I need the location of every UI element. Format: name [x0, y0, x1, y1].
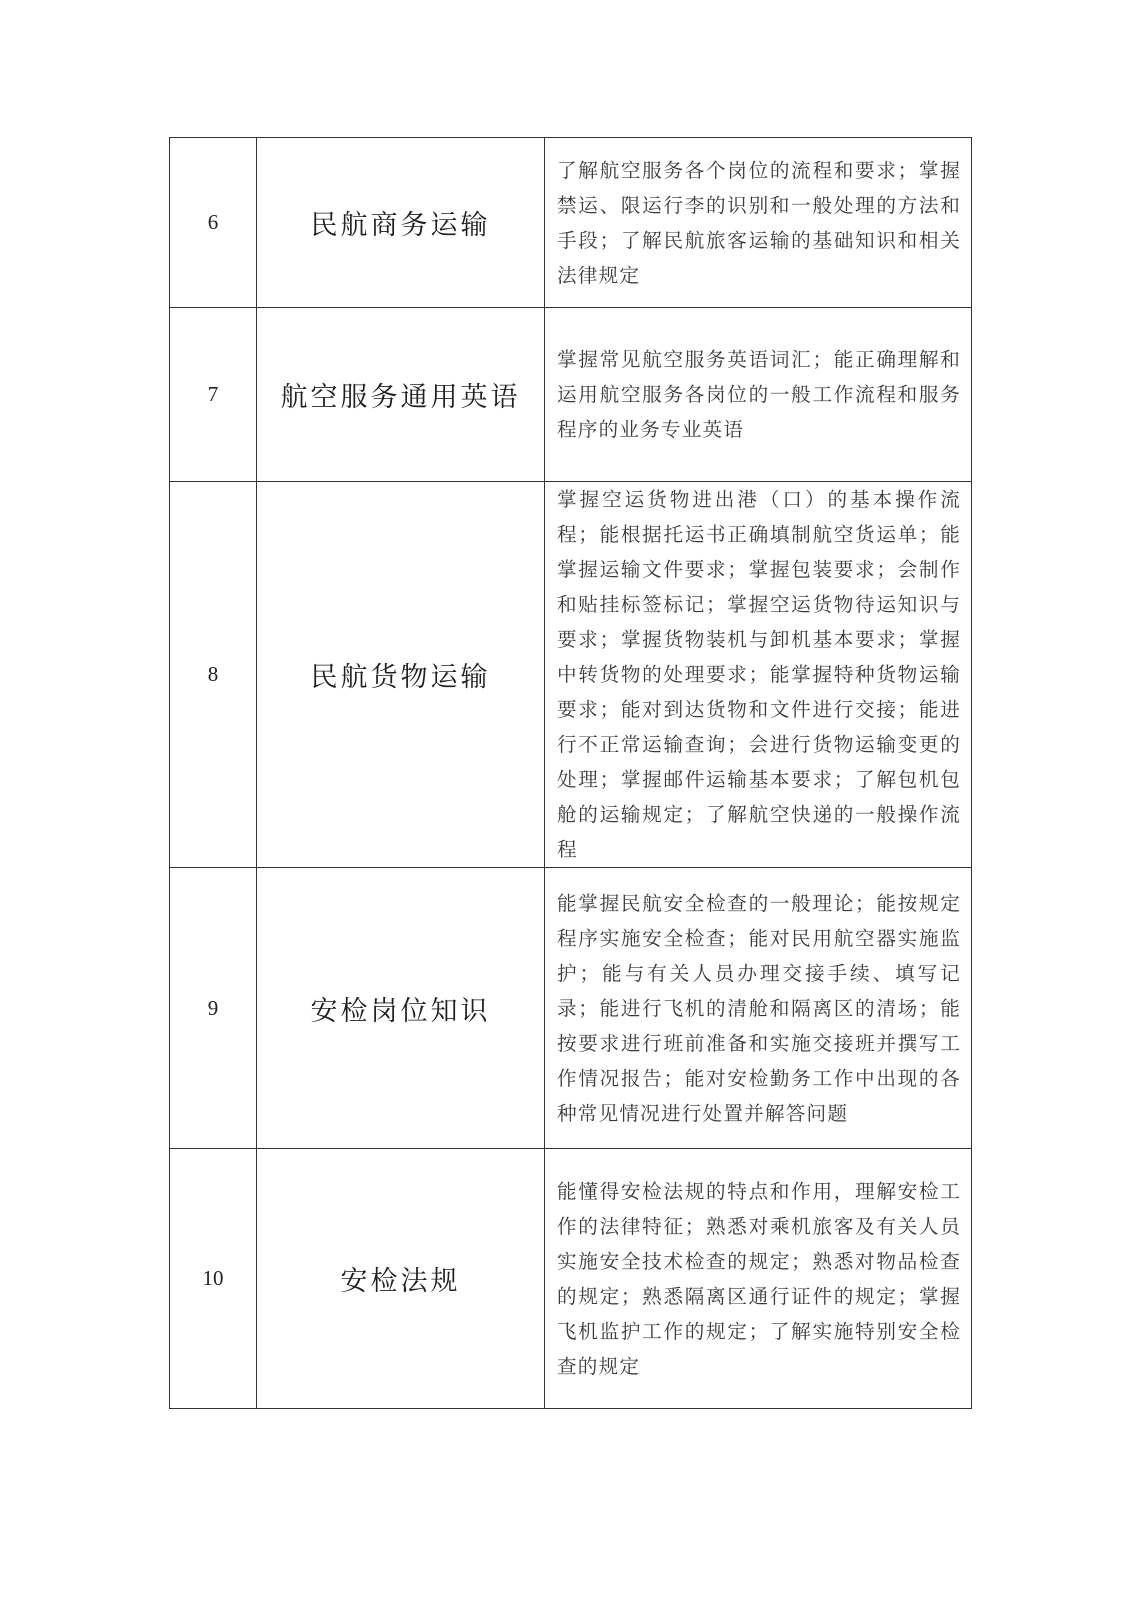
course-description: 了解航空服务各个岗位的流程和要求；掌握禁运、限运行李的识别和一般处理的方法和手段；了解民航旅客运输的基础知识和相关法律规定 [545, 138, 972, 308]
course-name: 航空服务通用英语 [257, 308, 545, 482]
table-row [170, 482, 972, 868]
course-description: 掌握常见航空服务英语词汇；能正确理解和运用航空服务各岗位的一般工作流程和服务程序的业务专业英语 [545, 308, 972, 482]
course-name: 安检岗位知识 [257, 868, 545, 1149]
course-description: 掌握空运货物进出港（口）的基本操作流程；能根据托运书正确填制航空货运单；能掌握运输文件要求；掌握包装要求；会制作和贴挂标签标记；掌握空运货物待运知识与要求；掌握货物装机与卸机基本要求；掌握中转货物的处理要求；能掌握特种货物运输要求；能对到达货物和文件进行交接；能进行不正常运输查询；会进行货物运输变更的处理；掌握邮件运输基本要求；了解包机包舱的运输规定；了解航空快递的一般操作流程 [545, 482, 972, 868]
table-row [170, 1149, 972, 1409]
course-table [169, 137, 972, 1409]
course-name: 安检法规 [257, 1149, 545, 1409]
table-row [170, 308, 972, 482]
row-number: 8 [170, 482, 257, 868]
course-name: 民航货物运输 [257, 482, 545, 868]
table-row [170, 138, 972, 308]
table-row [170, 868, 972, 1149]
course-name: 民航商务运输 [257, 138, 545, 308]
course-description: 能掌握民航安全检查的一般理论；能按规定程序实施安全检查；能对民用航空器实施监护；能与有关人员办理交接手续、填写记录；能进行飞机的清舱和隔离区的清场；能按要求进行班前准备和实施交接班并撰写工作情况报告；能对安检勤务工作中出现的各种常见情况进行处置并解答问题 [545, 868, 972, 1149]
row-number: 6 [170, 138, 257, 308]
row-number: 10 [170, 1149, 257, 1409]
row-number: 9 [170, 868, 257, 1149]
row-number: 7 [170, 308, 257, 482]
course-description: 能懂得安检法规的特点和作用，理解安检工作的法律特征；熟悉对乘机旅客及有关人员实施安全技术检查的规定；熟悉对物品检查的规定；熟悉隔离区通行证件的规定；掌握飞机监护工作的规定；了解实施特别安全检查的规定 [545, 1149, 972, 1409]
